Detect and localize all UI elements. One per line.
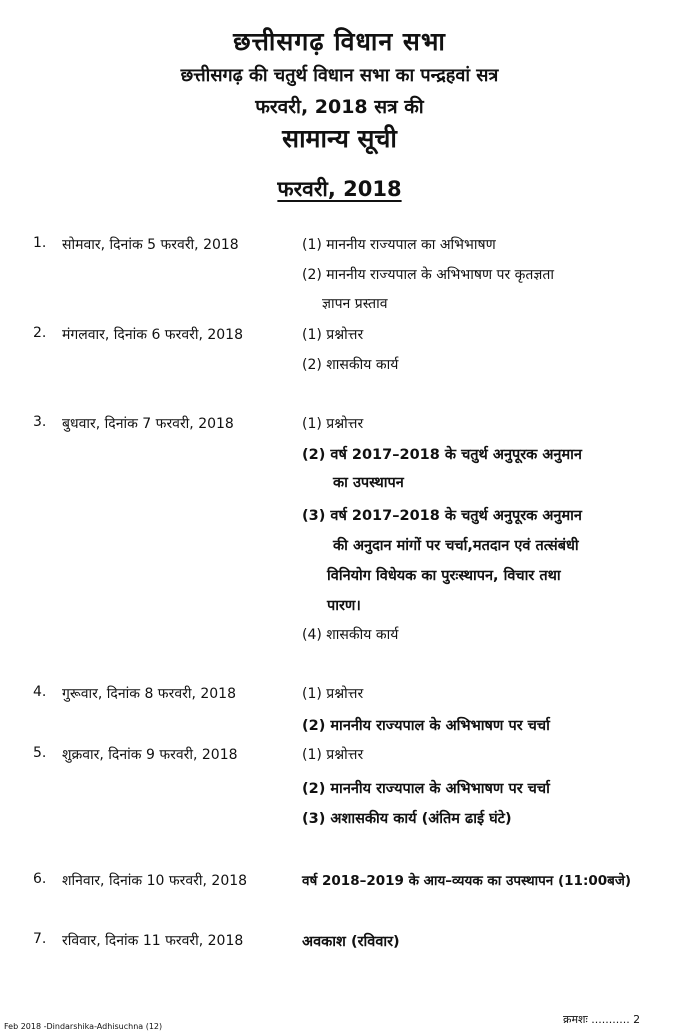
entry-date: मंगलवार, दिनांक 6 फरवरी, 2018: [62, 327, 243, 343]
general-list-heading: सामान्य सूची: [282, 124, 397, 153]
agenda-item-continuation: की अनुदान मांगों पर चर्चा,मतदान एवं तत्संबंधी: [333, 538, 579, 554]
agenda-item: (3) वर्ष 2017–2018 के चतुर्थ अनुपूरक अनुमान: [302, 508, 582, 524]
agenda-item: अवकाश (रविवार): [302, 934, 400, 950]
entry-date: शुक्रवार, दिनांक 9 फरवरी, 2018: [62, 747, 238, 763]
entry-date: सोमवार, दिनांक 5 फरवरी, 2018: [62, 237, 239, 253]
entry-date: रविवार, दिनांक 11 फरवरी, 2018: [62, 933, 244, 949]
session-subtitle: छत्तीसगढ़ की चतुर्थ विधान सभा का पन्द्रहवां सत्र: [180, 65, 499, 86]
agenda-item: (3) अशासकीय कार्य (अंतिम ढाई घंटे): [302, 811, 512, 827]
agenda-item-continuation: ज्ञापन प्रस्ताव: [322, 296, 388, 312]
agenda-item: (2) शासकीय कार्य: [302, 357, 399, 373]
agenda-item: (2) माननीय राज्यपाल के अभिभाषण पर चर्चा: [302, 781, 550, 797]
agenda-item: (2) वर्ष 2017–2018 के चतुर्थ अनुपूरक अनुमान: [302, 447, 582, 463]
entry-number: 4.: [33, 684, 47, 700]
agenda-item: (2) माननीय राज्यपाल के अभिभाषण पर चर्चा: [302, 718, 550, 734]
month-heading: फरवरी, 2018: [277, 177, 402, 201]
agenda-item-continuation: का उपस्थापन: [333, 475, 404, 491]
file-reference: Feb 2018 -Dindarshika-Adhisuchna (12): [4, 1022, 163, 1031]
agenda-item: (1) प्रश्नोत्तर: [302, 686, 364, 702]
entry-number: 3.: [33, 414, 47, 430]
agenda-item: (2) माननीय राज्यपाल के अभिभाषण पर कृतज्ञता: [302, 267, 554, 283]
entry-number: 6.: [33, 871, 47, 887]
entry-number: 1.: [33, 235, 47, 251]
entry-number: 5.: [33, 745, 47, 761]
agenda-item: (4) शासकीय कार्य: [302, 627, 399, 643]
session-month-line: फरवरी, 2018 सत्र की: [255, 96, 424, 118]
entry-date: बुधवार, दिनांक 7 फरवरी, 2018: [62, 416, 234, 432]
agenda-item: वर्ष 2018–2019 के आय–व्ययक का उपस्थापन (11:00बजे): [302, 873, 632, 889]
assembly-title: छत्तीसगढ़ विधान सभा: [233, 27, 446, 56]
agenda-item-continuation: विनियोग विधेयक का पुरःस्थापन, विचार तथा: [327, 568, 561, 584]
agenda-item-continuation: पारण।: [327, 598, 361, 614]
agenda-item: (1) प्रश्नोत्तर: [302, 327, 364, 343]
entry-number: 2.: [33, 325, 47, 341]
agenda-item: (1) प्रश्नोत्तर: [302, 747, 364, 763]
continued-marker: क्रमशः ........... 2: [563, 1013, 641, 1026]
entry-date: गुरूवार, दिनांक 8 फरवरी, 2018: [62, 686, 236, 702]
entry-date: शनिवार, दिनांक 10 फरवरी, 2018: [62, 873, 248, 889]
entry-number: 7.: [33, 931, 47, 947]
agenda-item: (1) माननीय राज्यपाल का अभिभाषण: [302, 237, 496, 253]
agenda-item: (1) प्रश्नोत्तर: [302, 416, 364, 432]
